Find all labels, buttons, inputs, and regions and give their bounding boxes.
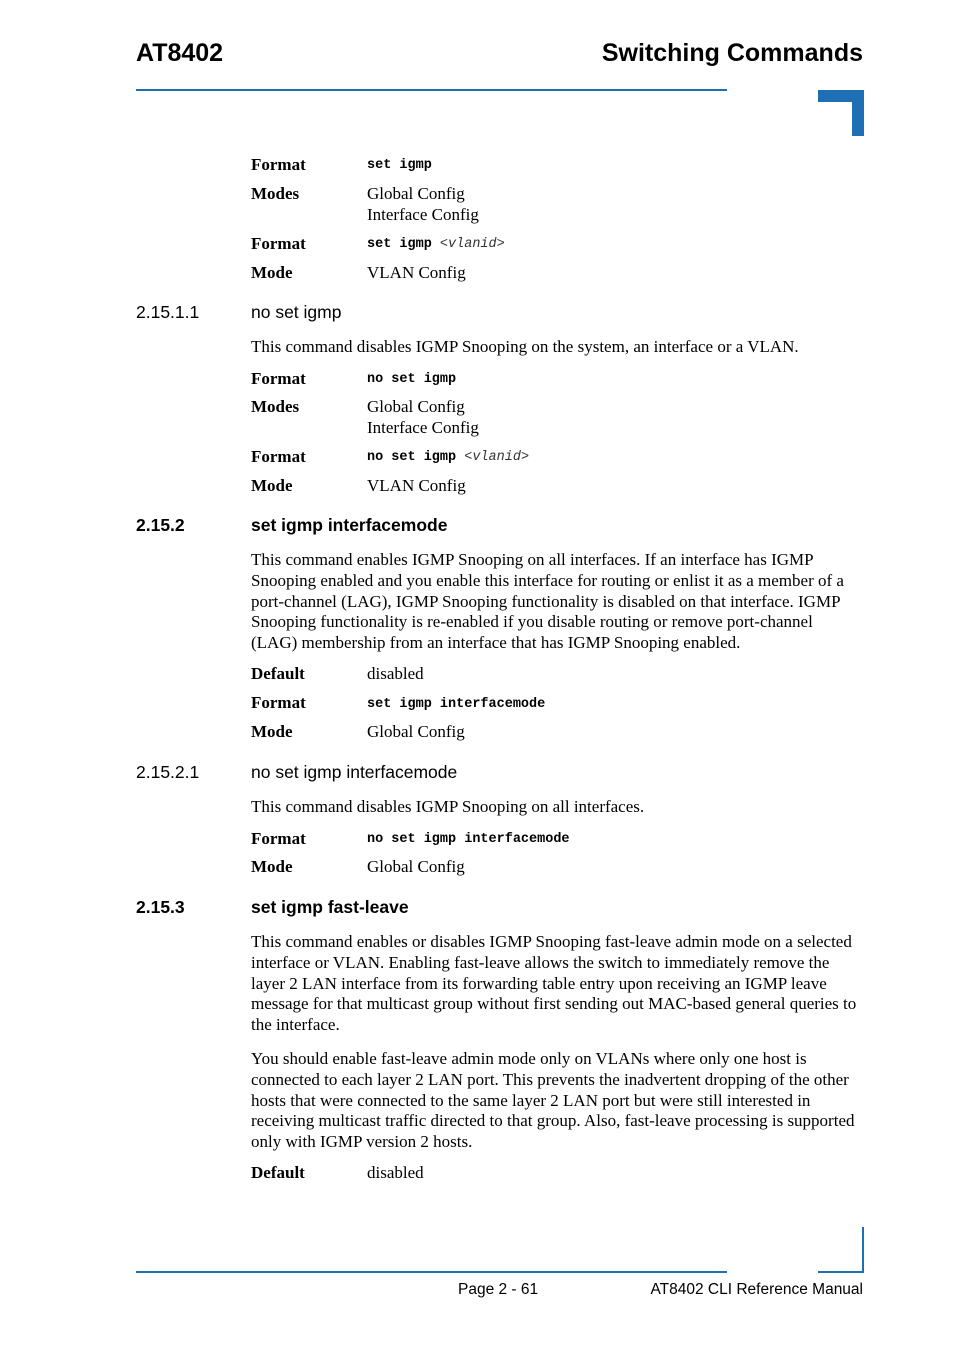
command-argument: <vlanid>	[439, 237, 505, 252]
default-value: disabled	[367, 1163, 424, 1182]
default-label: Default	[251, 664, 305, 683]
mode-label: Mode	[251, 263, 293, 282]
mode-label: Mode	[251, 722, 293, 741]
command-argument: <vlanid>	[464, 450, 530, 465]
format-command: set igmp	[367, 158, 432, 173]
modes-value: Interface Config	[367, 205, 479, 224]
format-label: Format	[251, 155, 306, 174]
header-corner-mark	[818, 90, 864, 136]
modes-value: Global Config	[367, 397, 465, 416]
format-label: Format	[251, 369, 306, 388]
section-number: 2.15.3	[136, 897, 185, 917]
mode-value: Global Config	[367, 857, 465, 876]
format-command: set igmp interfacemode	[367, 697, 546, 712]
format-label: Format	[251, 693, 306, 712]
modes-value: Global Config	[367, 184, 465, 203]
modes-label: Modes	[251, 184, 300, 203]
mode-value: Global Config	[367, 722, 465, 741]
format-label: Format	[251, 829, 306, 848]
section-title: set igmp interfacemode	[251, 515, 448, 535]
section-description: This command disables IGMP Snooping on all interfaces.	[251, 797, 645, 816]
header-chapter: Switching Commands	[601, 39, 863, 67]
manual-title: AT8402 CLI Reference Manual	[650, 1281, 863, 1298]
mode-label: Mode	[251, 476, 293, 495]
modes-value: Interface Config	[367, 418, 479, 437]
default-value: disabled	[367, 664, 424, 683]
mode-value: VLAN Config	[367, 263, 466, 282]
format-command: no set igmp interfacemode	[367, 832, 570, 847]
section-description: This command enables IGMP Snooping on all interfaces. If an interface has IGMP Snooping enabled and you enable this interface for routing or enlist it as a member of a port-channel (LAG), IGMP Snooping functionality is disabled on that interface. IGMP Snooping functionality is re-enabled if you disable routing or remove port-channel (LAG) membership from an interface that has IGMP Snooping enabled.	[251, 550, 844, 653]
header-rule	[136, 89, 727, 91]
page-number: Page 2 - 61	[458, 1281, 539, 1298]
section-title: no set igmp interfacemode	[251, 762, 458, 782]
mode-value: VLAN Config	[367, 476, 466, 495]
modes-label: Modes	[251, 397, 300, 416]
section-description: This command enables or disables IGMP Snooping fast-leave admin mode on a selected interface or VLAN. Enabling fast-leave allows the switch to immediately remove the layer 2 LAN interface from its forwarding table entry upon receiving an IGMP leave message for that multicast group without first sending out MAC-based general queries to the interface.	[251, 932, 857, 1035]
default-label: Default	[251, 1163, 305, 1182]
format-command	[367, 447, 529, 468]
section-description: You should enable fast-leave admin mode only on VLANs where only one host is connected to each layer 2 LAN port. This prevents the inadvertent dropping of the other hosts that were connected to the same layer 2 LAN port but were still interested in receiving multicast traffic directed to that group. Also, fast-leave processing is supported only with IGMP version 2 hosts.	[251, 1049, 855, 1152]
command-text: set igmp	[367, 237, 432, 252]
format-command: no set igmp	[367, 372, 457, 387]
header-product: AT8402	[136, 39, 224, 67]
command-text: no set igmp	[367, 450, 457, 465]
section-number: 2.15.1.1	[136, 302, 200, 322]
format-label: Format	[251, 447, 306, 466]
section-number: 2.15.2.1	[136, 762, 200, 782]
section-description: This command disables IGMP Snooping on the system, an interface or a VLAN.	[251, 337, 799, 356]
section-number: 2.15.2	[136, 515, 185, 535]
footer-rule-left	[136, 1271, 727, 1273]
footer-rule-right	[818, 1271, 864, 1273]
section-title: set igmp fast-leave	[251, 897, 409, 917]
format-command	[367, 234, 505, 255]
mode-label: Mode	[251, 857, 293, 876]
section-title: no set igmp	[251, 302, 342, 322]
format-label: Format	[251, 234, 306, 253]
footer-corner-mark	[818, 1227, 864, 1273]
